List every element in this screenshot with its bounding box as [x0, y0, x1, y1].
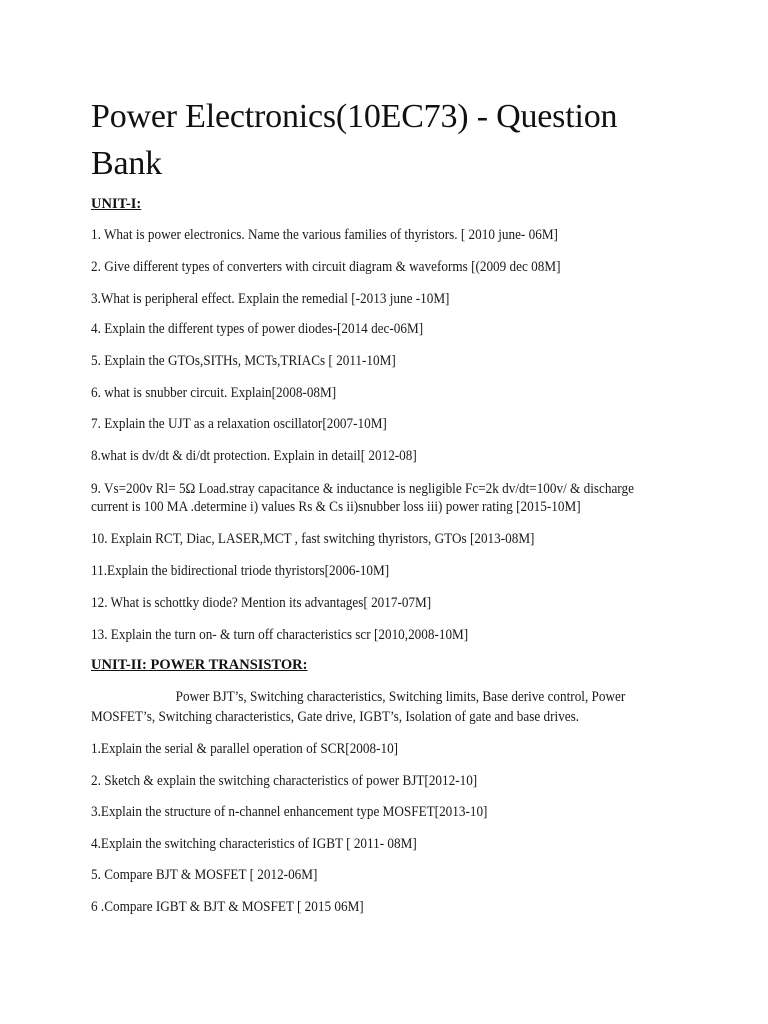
unit-1-question-9-line-1: 9. Vs=200v Rl= 5Ω Load.stray capacitance & inductance is negligible Fc=2k dv/dt=100v/ & discharge [91, 481, 634, 497]
unit-2-intro [91, 688, 668, 727]
unit-1-question-9-line-2: current is 100 MA .determine i) values Rs & Cs ii)snubber loss iii) power rating [2015-10M] [91, 499, 581, 515]
unit-2-question-4: 4.Explain the switching characteristics of IGBT [ 2011- 08M] [91, 836, 417, 852]
unit-2-question-1: 1.Explain the serial & parallel operation of SCR[2008-10] [91, 741, 399, 757]
unit-2-question-5: 5. Compare BJT & MOSFET [ 2012-06M] [91, 867, 318, 883]
unit-1-question-4: 4. Explain the different types of power diodes-[2014 dec-06M] [91, 321, 424, 337]
unit-1-question-10: 10. Explain RCT, Diac, LASER,MCT , fast switching thyristors, GTOs [2013-08M] [91, 531, 535, 547]
unit-2-question-3: 3.Explain the structure of n-channel enhancement type MOSFET[2013-10] [91, 804, 488, 820]
unit-2-intro-line-1: Power BJT’s, Switching characteristics, Switching limits, Base derive control, Power [175, 689, 626, 705]
unit-1-question-6: 6. what is snubber circuit. Explain[2008-08M] [91, 385, 337, 401]
unit-1-question-1: 1. What is power electronics. Name the various families of thyristors. [ 2010 june- 06M] [91, 227, 558, 243]
unit-1-question-7: 7. Explain the UJT as a relaxation oscillator[2007-10M] [91, 416, 387, 432]
unit-2-question-6: 6 .Compare IGBT & BJT & MOSFET [ 2015 06M] [91, 899, 364, 915]
unit-1-question-13: 13. Explain the turn on- & turn off characteristics scr [2010,2008-10M] [91, 627, 469, 643]
unit-1-question-5: 5. Explain the GTOs,SITHs, MCTs,TRIACs [ 2011-10M] [91, 353, 396, 369]
unit-2-question-2: 2. Sketch & explain the switching characteristics of power BJT[2012-10] [91, 773, 478, 789]
unit-1-question-12: 12. What is schottky diode? Mention its advantages[ 2017-07M] [91, 595, 432, 611]
unit-1-question-2: 2. Give different types of converters with circuit diagram & waveforms [(2009 dec 08M] [91, 259, 561, 275]
unit-1-question-3: 3.What is peripheral effect. Explain the remedial [-2013 june -10M] [91, 291, 450, 307]
unit-1-heading: UNIT-I: [91, 196, 142, 212]
unit-2-intro-line-2: MOSFET’s, Switching characteristics, Gate drive, IGBT’s, Isolation of gate and base drives. [91, 708, 580, 725]
document-title: Power Electronics(10EC73) - Question Bank [91, 98, 618, 182]
unit-2-heading: UNIT-II: POWER TRANSISTOR: [91, 657, 308, 673]
unit-1-question-8: 8.what is dv/dt & di/dt protection. Explain in detail[ 2012-08] [91, 448, 417, 464]
unit-1-question-11: 11.Explain the bidirectional triode thyristors[2006-10M] [91, 563, 390, 579]
